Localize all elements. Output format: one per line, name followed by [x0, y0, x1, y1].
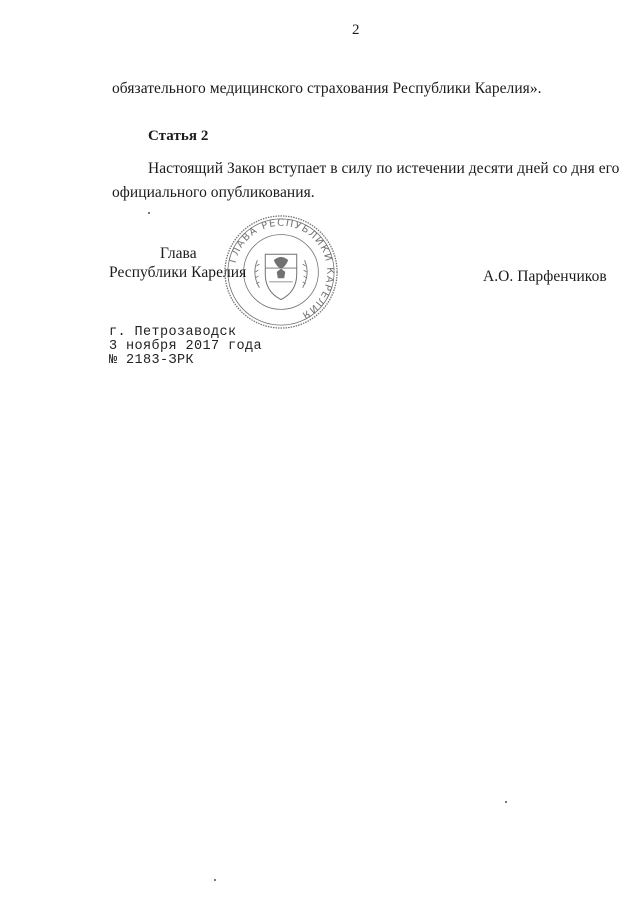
signatory-name: А.О. Парфенчиков	[483, 268, 607, 285]
coat-of-arms-icon	[255, 254, 307, 299]
continuation-text: обязательного медицинского страхования Республики Карелия».	[112, 80, 542, 97]
scan-speck	[505, 801, 507, 803]
signatory-title-line-1: Глава	[160, 245, 197, 262]
signatory-title-line-2: Республики Карелия	[109, 264, 247, 281]
issuance-date: 3 ноября 2017 года	[109, 339, 263, 354]
article-heading: Статья 2	[148, 128, 209, 144]
article-text-line-1: Настоящий Закон вступает в силу по истечении десяти дней со дня его	[148, 160, 620, 177]
law-number: № 2183-ЗРК	[109, 353, 195, 368]
article-text-line-2: официального опубликования.	[112, 184, 315, 201]
seal-ring-text: ГЛАВА РЕСПУБЛИКИ КАРЕЛИЯ	[227, 217, 336, 322]
issuance-city: г. Петрозаводск	[109, 325, 237, 340]
scan-speck	[148, 212, 150, 214]
scan-speck	[214, 879, 216, 881]
page-number: 2	[352, 22, 360, 38]
